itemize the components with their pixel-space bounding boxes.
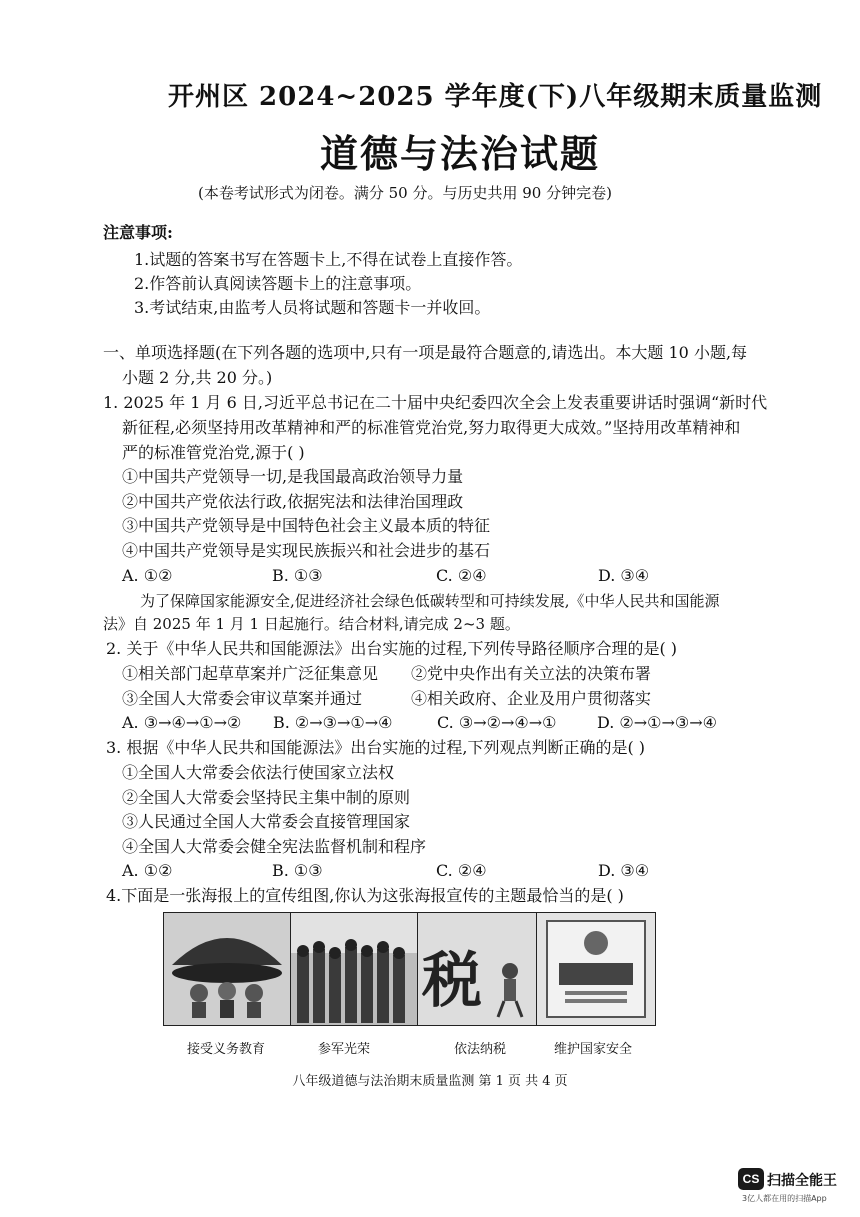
- q2-option-a: A. ③→④→①→②: [122, 713, 242, 732]
- q1-stem: 1. 2025 年 1 月 6 日,习近平总书记在二十届中央纪委四次全会上发表重要讲话时强调“新时代: [103, 393, 768, 412]
- brand-name: 扫描全能王: [767, 1173, 837, 1189]
- section-heading: 小题 2 分,共 20 分。): [122, 368, 273, 387]
- q2-stem: 2. 关于《中华人民共和国能源法》出台实施的过程,下列传导路径顺序合理的是( ): [106, 639, 678, 658]
- notice-heading: 注意事项:: [103, 223, 173, 242]
- q2-statement: ②党中央作出有关立法的决策布署: [411, 664, 652, 683]
- q2-statement: ④相关政府、企业及用户贯彻落实: [411, 689, 652, 708]
- scanner-watermark: [738, 1168, 842, 1204]
- brand-tagline: 3亿人都在用的扫描App: [742, 1194, 827, 1203]
- q2-option-c: C. ③→②→④→①: [437, 713, 557, 732]
- q2-option-b: B. ②→③→①→④: [273, 713, 393, 732]
- q3-option-a: A. ①②: [122, 861, 173, 880]
- poster-image-military: [290, 912, 418, 1026]
- poster-image-security: [536, 912, 656, 1026]
- q1-statement: ①中国共产党领导一切,是我国最高政治领导力量: [122, 467, 464, 486]
- poster-caption: 依法纳税: [454, 1042, 507, 1057]
- q1-option-d: D. ③④: [598, 566, 650, 585]
- q2-statement: ③全国人大常委会审议草案并通过: [122, 689, 363, 708]
- poster-caption: 接受义务教育: [187, 1042, 266, 1057]
- q1-statement: ②中国共产党依法行政,依据宪法和法律治国理政: [122, 492, 464, 511]
- poster-caption: 参军光荣: [318, 1042, 371, 1057]
- cs-logo-icon: CS: [738, 1168, 764, 1190]
- poster-caption: 维护国家安全: [554, 1042, 633, 1057]
- poster-image-education: [163, 912, 291, 1026]
- q1-option-b: B. ①③: [272, 566, 323, 585]
- exam-note: (本卷考试形式为闭卷。满分 50 分。与历史共用 90 分钟完卷): [198, 184, 612, 202]
- q3-statement: ④全国人大常委会健全宪法监督机制和程序: [122, 837, 427, 856]
- q1-statement: ③中国共产党领导是中国特色社会主义最本质的特征: [122, 516, 491, 535]
- notice-item: 1.试题的答案书写在答题卡上,不得在试卷上直接作答。: [134, 250, 523, 269]
- q3-statement: ①全国人大常委会依法行使国家立法权: [122, 763, 395, 782]
- q2-option-d: D. ②→①→③→④: [597, 713, 718, 732]
- q3-stem: 3. 根据《中华人民共和国能源法》出台实施的过程,下列观点判断正确的是( ): [106, 738, 646, 757]
- q2-statement: ①相关部门起草草案并广泛征集意见: [122, 664, 379, 683]
- q3-option-d: D. ③④: [598, 861, 650, 880]
- tax-glyph: 税: [422, 946, 482, 1016]
- material-text: 为了保障国家能源安全,促进经济社会绿色低碳转型和可持续发展,《中华人民共和国能源: [140, 592, 720, 610]
- exam-title: 开州区 2024~2025 学年度(下)八年级期末质量监测: [168, 82, 823, 112]
- q1-stem: 新征程,必须坚持用改革精神和严的标准管党治党,努力取得更大成效。”坚持用改革精神和: [122, 418, 741, 437]
- notice-item: 3.考试结束,由监考人员将试题和答题卡一并收回。: [134, 298, 491, 317]
- q4-stem: 4.下面是一张海报上的宣传组图,你认为这张海报宣传的主题最恰当的是( ): [106, 886, 624, 905]
- subject-title: 道德与法治试题: [320, 131, 601, 176]
- q3-statement: ②全国人大常委会坚持民主集中制的原则: [122, 788, 411, 807]
- material-text: 法》自 2025 年 1 月 1 日起施行。结合材料,请完成 2~3 题。: [103, 615, 520, 633]
- section-heading: 一、单项选择题(在下列各题的选项中,只有一项是最符合题意的,请选出。本大题 10 小题,每: [103, 343, 748, 362]
- q3-statement: ③人民通过全国人大常委会直接管理国家: [122, 812, 411, 831]
- q1-stem: 严的标准管党治党,源于( ): [122, 443, 305, 462]
- poster-image-tax: [417, 912, 537, 1026]
- page-footer: 八年级道德与法治期末质量监测 第 1 页 共 4 页: [292, 1074, 568, 1089]
- notice-item: 2.作答前认真阅读答题卡上的注意事项。: [134, 274, 422, 293]
- q1-option-c: C. ②④: [436, 566, 487, 585]
- q1-statement: ④中国共产党领导是实现民族振兴和社会进步的基石: [122, 541, 491, 560]
- q3-option-b: B. ①③: [272, 861, 323, 880]
- q3-option-c: C. ②④: [436, 861, 487, 880]
- q1-option-a: A. ①②: [122, 566, 173, 585]
